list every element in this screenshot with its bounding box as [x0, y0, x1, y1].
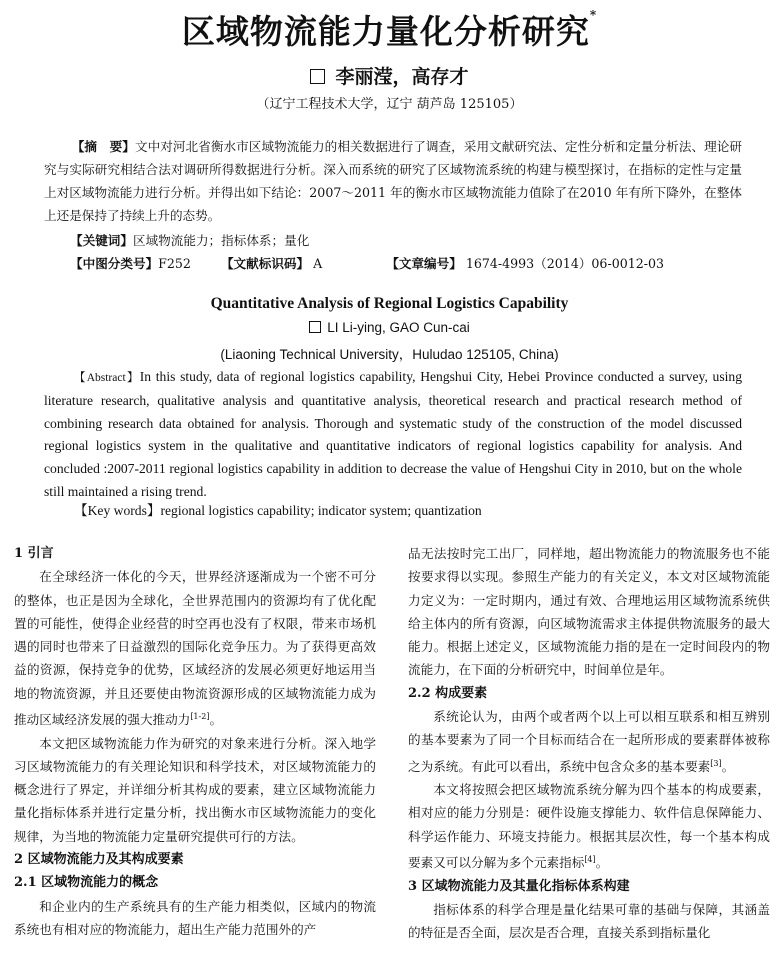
- english-keywords: 【Key words】regional logistics capability; indicator system; quantization: [74, 503, 482, 518]
- doc-code-value: A: [313, 256, 323, 271]
- english-abstract-label: 【Abstract】: [73, 372, 140, 384]
- paragraph: 本文将按照会把区域物流系统分解为四个基本的构成要素，相对应的能力分别是：硬件设施支撑能力、软件信息保障能力、科学运作能力、环境支持能力。根据其层次性，每一个基本构成要素又可以分解为多个元素指标[4]。: [408, 782, 770, 871]
- box-icon: [310, 69, 325, 84]
- paragraph: 品无法按时完工出厂，同样地，超出物流能力的物流服务也不能按要求得以实现。参照生产能力的有关定义，本文对区域物流能力定义为：一定时期内，通过有效、合理地运用区域物流系统供给主体内的所有资源，向区域物流需求主体提供物流服务的最大能力。根据上述定义，区域物流能力指的是在一定时间段内的物流能力，在下面的分析研究中，时间单位是年。: [408, 546, 770, 678]
- doc-code-label: 【文献标识码】: [220, 256, 310, 271]
- english-affiliation: (Liaoning Technical University，Huludao 125105, China): [220, 347, 559, 362]
- clc-value: F252: [158, 256, 191, 271]
- abstract-cn-label: 【摘 要】: [71, 139, 135, 154]
- subsection-heading: 2.1 区域物流能力的概念: [14, 875, 159, 891]
- affiliation: （辽宁工程技术大学，辽宁 葫芦岛 125105）: [256, 97, 523, 112]
- english-abstract: [44, 366, 742, 504]
- classification-row: [44, 252, 742, 275]
- paper-title: 区域物流能力量化分析研究*: [181, 8, 598, 51]
- keywords-cn: 【关键词】区域物流能力；指标体系；量化: [70, 233, 310, 248]
- paragraph: 和企业内的生产系统具有的生产能力相类似，区域内的物流系统也有相对应的物流能力，超出生产能力范围外的产: [14, 898, 376, 937]
- title-footnote-mark: *: [589, 8, 598, 22]
- authors: 李丽滢，高存才: [0, 62, 779, 89]
- article-no-value: 1674-4993（2014）06-0012-03: [465, 256, 665, 271]
- english-title: Quantitative Analysis of Regional Logistics Capability: [210, 295, 569, 312]
- left-column: [14, 542, 376, 941]
- abstract-cn-text: 文中对河北省衡水市区域物流能力的相关数据进行了调查，采用文献研究法、定性分析和定量分析法、理论研究与实际研究相结合法对调研所得数据进行分析。深入而系统的研究了区域物流系统的构建与模型探讨，在指标的定性与定量上对区域物流能力进行分析。并得出如下结论：2007～2011 年的衡水市区域物流能力值除了在2010 年有所下降外，在整体上还是保持了持续上升的态势。: [44, 139, 743, 223]
- paragraph: 指标体系的科学合理是量化结果可靠的基础与保障，其涵盖的特征是否全面，层次是否合理，直接关系到指标量化: [408, 901, 770, 941]
- abstract-cn: [44, 135, 742, 227]
- paragraph: 系统论认为，由两个或者两个以上可以相互联系和相互辨别的基本要素为了同一个目标而结合在一起所形成的要素群体被称之为系统。有此可以看出，系统中包含众多的基本要素[3]。: [408, 709, 770, 774]
- english-abstract-text: In this study, data of regional logistics capability, Hengshui City, Hebei Province conducted a survey, using literature research, qualitative analysis and quantitative analysis, theoretical research and practical research method of combining research data obtained for analysis. Thorough and systematic study of the construction of the model discussed regional logistics system in the qualitative and quantitative indicators of regional logistics capability for analysis. And concluded :2007-2011 regional logistics capability in addition to decrease the value of Hengshui City in 2010, but on the whole still maintained a rising trend.: [44, 369, 742, 499]
- right-column: [408, 542, 770, 944]
- english-authors: LI Li-ying, GAO Cun-cai: [0, 320, 779, 335]
- clc-label: 【中图分类号】: [70, 256, 159, 271]
- subsection-heading: 2.2 构成要素: [408, 685, 488, 701]
- paragraph: 在全球经济一体化的今天，世界经济逐渐成为一个密不可分的整体，也正是因为全球化，全世界范围内的资源均有了优化配置的可能性，使得企业经营的时空再也没有了权限，带来市场机遇的同时也带来了日益激烈的国际化竞争压力。为了获得更高效益的资源，保持竞争的优势，区域经济的发展必须更好地运用当地的物流资源，并且还要使由物流资源形成的区域物流能力成为推动区域经济发展的强大推动力[1-2]。: [14, 569, 376, 728]
- paragraph: 本文把区域物流能力作为研究的对象来进行分析。深入地学习区域物流能力的有关理论知识和科学技术，对区域物流能力的概念进行了界定，并详细分析其构成的要素，建立区域物流能力量化指标体系并进行定量分析，找出衡水市区域物流能力的变化规律，为当地的物流能力定量研究提供可行的方法。: [14, 735, 376, 844]
- box-icon: [309, 321, 321, 333]
- section-heading: 2 区域物流能力及其构成要素: [14, 852, 184, 868]
- section-heading: 1 引言: [14, 546, 54, 561]
- article-no-label: 【文章编号】: [386, 256, 462, 271]
- section-heading: 3 区域物流能力及其量化指标体系构建: [408, 878, 630, 894]
